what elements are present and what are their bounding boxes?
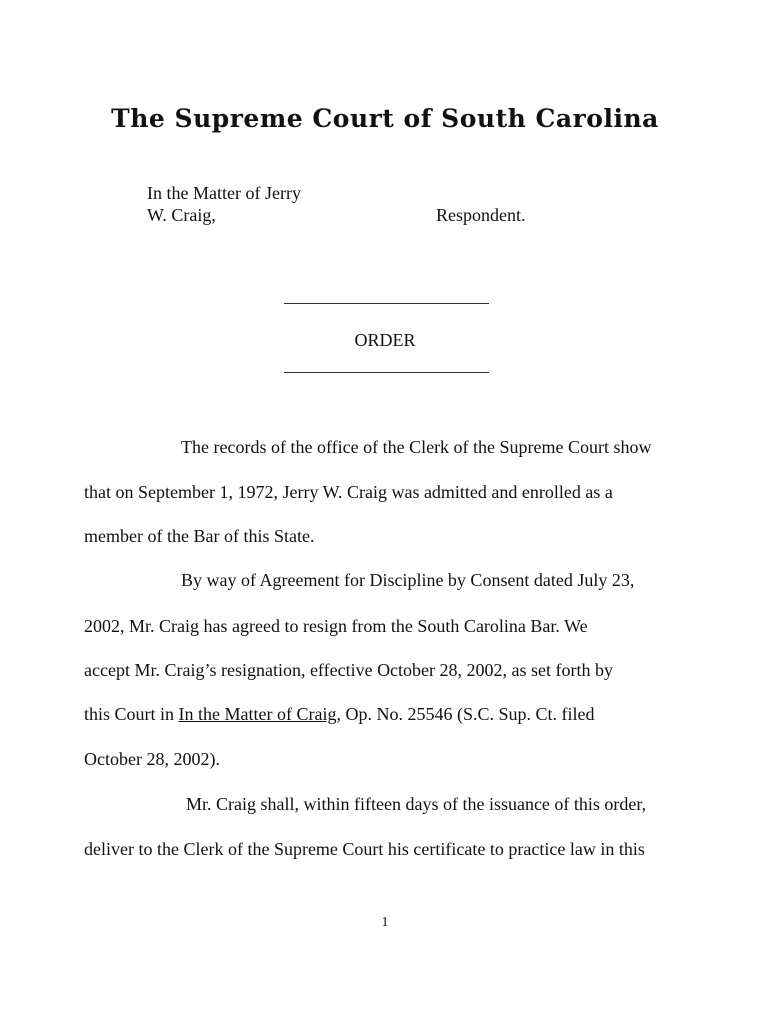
- caption-party: Respondent.: [436, 205, 526, 225]
- body-line: 2002, Mr. Craig has agreed to resign from the South Carolina Bar. We: [84, 616, 588, 636]
- body-line: deliver to the Clerk of the Supreme Court his certificate to practice law in this: [84, 839, 645, 859]
- page-number: 1: [381, 915, 389, 930]
- body-line: The records of the office of the Clerk of the Supreme Court show: [181, 437, 652, 457]
- order-heading: ORDER: [354, 330, 416, 350]
- body-line: October 28, 2002).: [84, 749, 220, 769]
- caption-matter-line1: In the Matter of Jerry: [147, 183, 301, 203]
- body-line: By way of Agreement for Discipline by Consent dated July 23,: [181, 570, 635, 590]
- caption-matter-line2: W. Craig,: [147, 205, 216, 225]
- citation-line: [84, 704, 594, 724]
- body-line: that on September 1, 1972, Jerry W. Craig was admitted and enrolled as a: [84, 482, 613, 502]
- body-line: Mr. Craig shall, within fifteen days of the issuance of this order,: [186, 794, 647, 814]
- citation-after: , Op. No. 25546 (S.C. Sup. Ct. filed: [336, 704, 595, 724]
- body-line: accept Mr. Craig’s resignation, effective October 28, 2002, as set forth by: [84, 660, 614, 680]
- case-name: In the Matter of Craig: [178, 704, 337, 724]
- body-line: member of the Bar of this State.: [84, 526, 315, 546]
- citation-before: this Court in: [84, 704, 179, 724]
- divider-top: [284, 303, 489, 304]
- court-title: The Supreme Court of South Carolina: [111, 104, 659, 133]
- divider-bottom: [284, 372, 489, 373]
